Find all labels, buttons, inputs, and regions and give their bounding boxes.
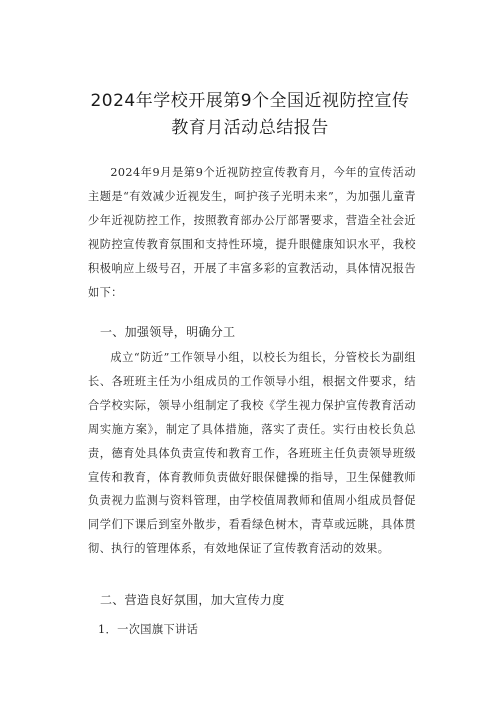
section1-heading: 一、加强领导，明确分工 <box>100 325 236 339</box>
document-title-line1: 2024年学校开展第9个全国近视防控宣传 <box>90 91 410 111</box>
document-title-line2: 教育月活动总结报告 <box>171 118 329 138</box>
intro-paragraph: 2024年9月是第9个近视防控宣传教育月，今年的宣传活动主题是“有效减少近视发生，呵护孩子光明未来”，为加强儿童青少年近视防控工作，按照教育部办公厅部署要求，营造全社会近视防控宣传教育氛围和支持性环境，提升眼健康知识水平，我校积极响应上级号召，开展了丰富多彩的宣教活动，具体情况报告如下： <box>88 166 416 299</box>
section2-heading: 二、营造良好氛围，加大宣传力度 <box>100 593 285 607</box>
section2-subitem: 1．一次国旗下讲话 <box>98 623 199 636</box>
section1-paragraph: 成立“防近”工作领导小组，以校长为组长，分管校长为副组长、各班班主任为小组成员的工作领导小组，根据文件要求，结合学校实际，领导小组制定了我校《学生视力保护宣传教育活动周实施方案》，制定了具体措施，落实了责任。实行由校长负总责，德育处具体负责宣传和教育工作，各班班主任负责领导班级宣传和教育，体育教师负责做好眼保健操的指导，卫生保健教师负责视力监测与资料管理，由学校值周教师和值周小组成员督促同学们下课后到室外散步，看看绿色树木，青草或远眺，具体贯彻、执行的管理体系，有效地保证了宣传教育活动的效果。 <box>88 351 416 556</box>
